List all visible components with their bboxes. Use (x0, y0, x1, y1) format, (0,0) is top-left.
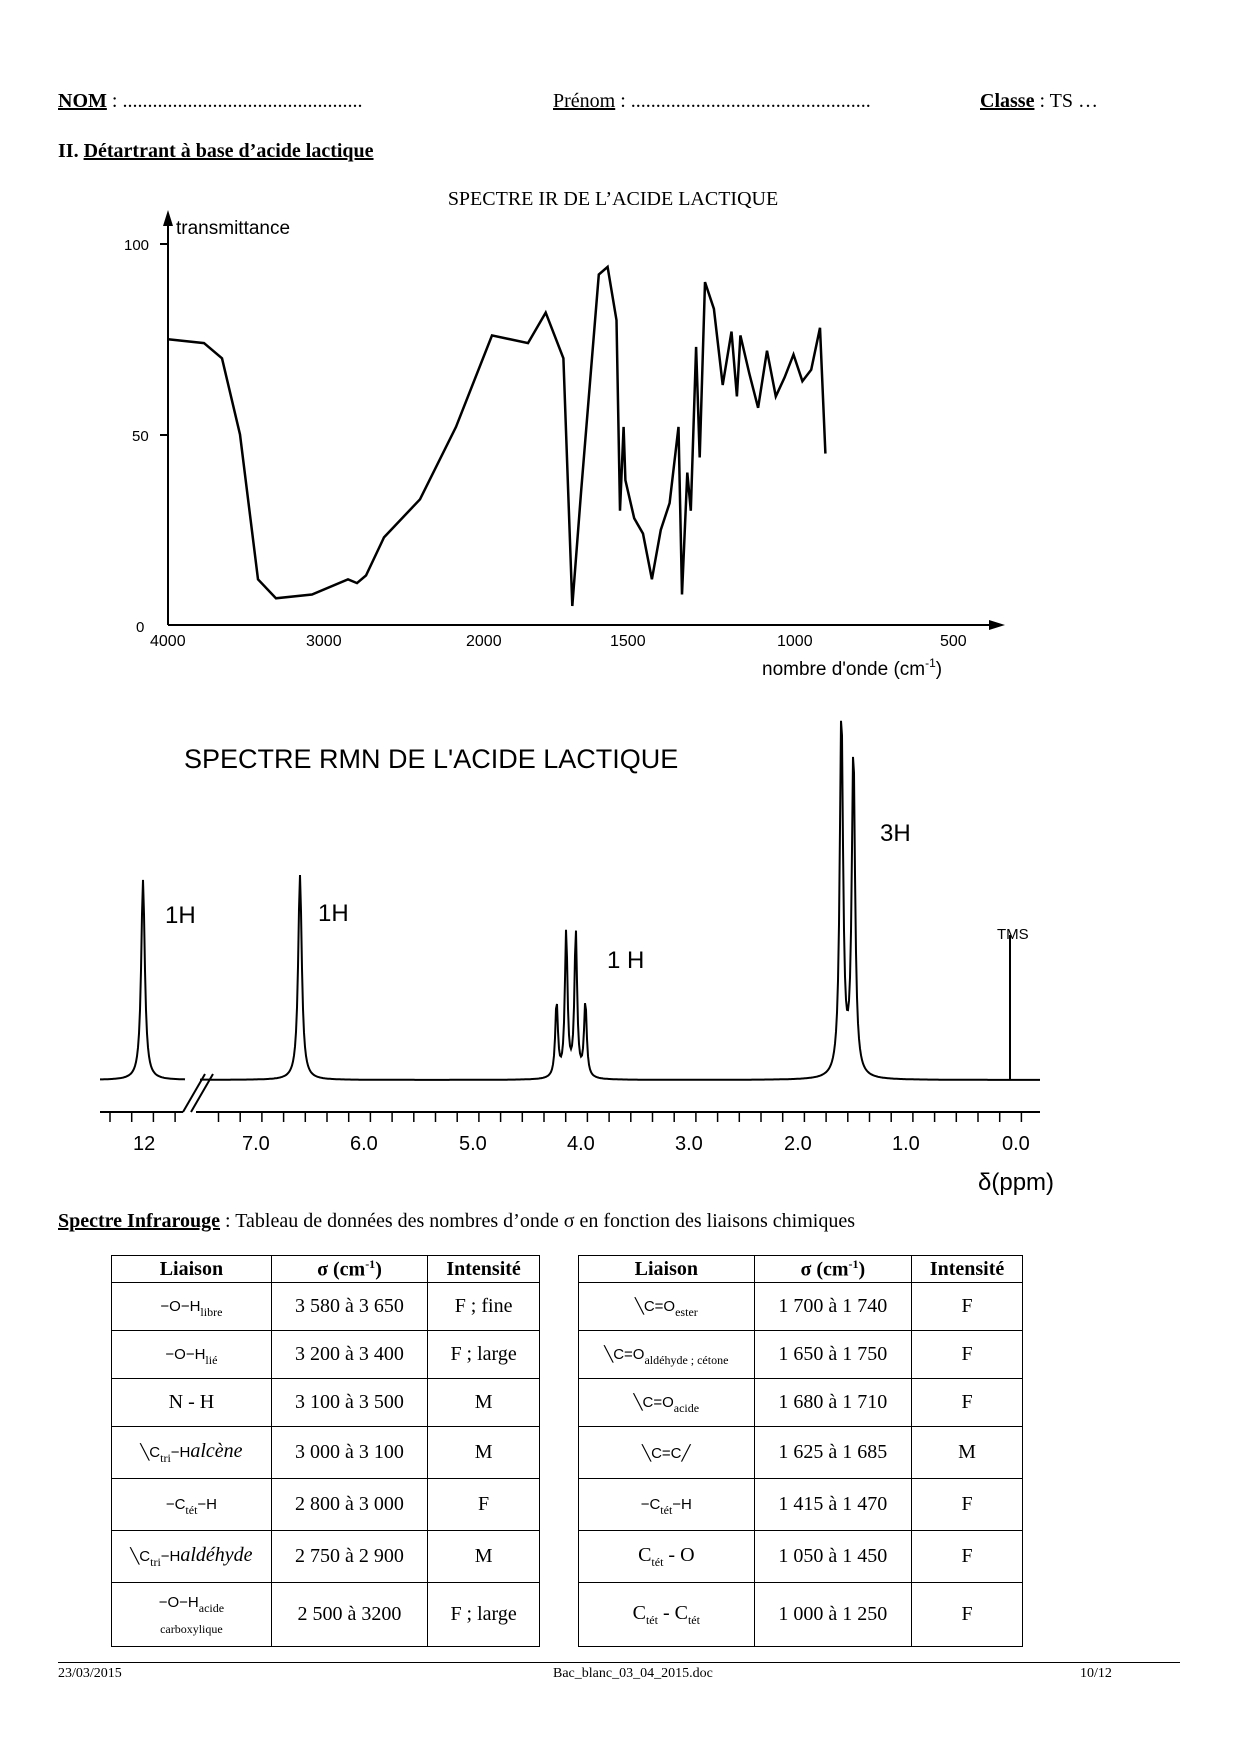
header-intensite: Intensité (912, 1256, 1023, 1283)
sigma-cell: 2 500 à 3200 (271, 1583, 427, 1647)
ir-ytick-0: 0 (136, 619, 145, 636)
nmr-peak-label-tms: TMS (997, 926, 1029, 943)
footer-filename: Bac_blanc_03_04_2015.doc (553, 1666, 713, 1681)
table-row (112, 1379, 540, 1427)
sigma-cell: 3 000 à 3 100 (271, 1427, 427, 1479)
nom-value: : ................................................ (106, 90, 363, 112)
nmr-xtick-3: 3.0 (675, 1133, 703, 1155)
table-row (112, 1531, 540, 1583)
table-row (112, 1283, 540, 1331)
bond-cell: $╲C=O_{ester}$ (579, 1283, 755, 1331)
intensity-cell: F ; fine (428, 1283, 540, 1331)
ir-xtick-1500: 1500 (610, 633, 646, 650)
ir-chart-title: SPECTRE IR DE L’ACIDE LACTIQUE (447, 188, 779, 210)
ir-table-right (578, 1255, 1023, 1647)
intensity-cell: F (912, 1379, 1023, 1427)
intensity-cell: F (912, 1283, 1023, 1331)
header-sigma: σ $(cm^{-1})$ (271, 1256, 427, 1283)
nmr-xlabel: δ(ppm) (978, 1169, 1055, 1196)
ir-xtick-500: 500 (940, 633, 967, 650)
nmr-xtick-5: 5.0 (459, 1133, 487, 1155)
nmr-chart (100, 721, 1054, 1196)
nom-label: NOM (58, 90, 107, 112)
nmr-xtick-4: 4.0 (567, 1133, 595, 1155)
sigma-cell: 1 650 à 1 750 (754, 1331, 912, 1379)
table-header-row (579, 1256, 1023, 1283)
ir-xlabel: nombre d'onde $(cm^{-1})$ (762, 656, 943, 680)
ir-chart (124, 210, 1005, 680)
section-heading: Détartrant à base d’acide lactique (83, 140, 374, 162)
header-liaison: Liaison (112, 1256, 272, 1283)
nmr-xtick-1: 1.0 (892, 1133, 920, 1155)
intensity-cell: F (428, 1479, 540, 1531)
classe-label: Classe (980, 90, 1035, 112)
header-liaison: Liaison (579, 1256, 755, 1283)
nmr-peak-label-4: 1 H (607, 947, 645, 974)
ir-xtick-2000: 2000 (466, 633, 502, 650)
intensity-cell: M (428, 1379, 540, 1427)
ir-ytick-50: 50 (132, 428, 149, 445)
bond-cell: $C_{tét}$ - O (579, 1531, 755, 1583)
bond-cell: $-O-H_{libre}$ (112, 1283, 272, 1331)
sigma-cell: 1 625 à 1 685 (754, 1427, 912, 1479)
sigma-cell: 3 100 à 3 500 (271, 1379, 427, 1427)
ir-y-arrow-icon (163, 210, 173, 226)
ir-xtick-3000: 3000 (306, 633, 342, 650)
bond-cell: $╲C=O_{aldéhyde ; cétone}$ (579, 1331, 755, 1379)
bond-cell: $C_{tét} - C_{tét}$ (579, 1583, 755, 1647)
nmr-xtick-7: 7.0 (242, 1133, 270, 1155)
bond-cell: $-O-H_{lié}$ (112, 1331, 272, 1379)
nmr-peak-label-12: 1H (165, 902, 196, 929)
classe-value: : TS … (1034, 90, 1098, 112)
ir-ylabel: transmittance (176, 218, 291, 239)
ir-ytick-100: 100 (124, 237, 150, 254)
footer-page: 10/12 (1080, 1666, 1112, 1681)
table-row (579, 1479, 1023, 1531)
sigma-cell: 2 750 à 2 900 (271, 1531, 427, 1583)
nmr-peak-label-1: 3H (880, 820, 911, 847)
table-row (112, 1583, 540, 1647)
nmr-xtick-2: 2.0 (784, 1133, 812, 1155)
sigma-cell: 1 050 à 1 450 (754, 1531, 912, 1583)
table-row (579, 1531, 1023, 1583)
sigma-cell: 1 680 à 1 710 (754, 1379, 912, 1427)
sigma-cell: 1 415 à 1 470 (754, 1479, 912, 1531)
bond-cell: $-O-H_{acide}$ carboxylique (112, 1583, 272, 1647)
bond-cell: $-C_{tét}-H$ (579, 1479, 755, 1531)
nmr-xtick-0: 0.0 (1002, 1133, 1030, 1155)
intensity-cell: F (912, 1583, 1023, 1647)
header-sigma: σ $(cm^{-1})$ (754, 1256, 912, 1283)
bond-cell: ╲C=C╱ (579, 1427, 755, 1479)
nmr-xtick-6: 6.0 (350, 1133, 378, 1155)
table-row (112, 1331, 540, 1379)
sigma-cell: 2 800 à 3 000 (271, 1479, 427, 1531)
table-row (579, 1283, 1023, 1331)
sigma-cell: 3 580 à 3 650 (271, 1283, 427, 1331)
ir-spectrum-line (168, 267, 825, 606)
intensity-cell: M (428, 1427, 540, 1479)
ir-table-left (111, 1255, 540, 1647)
intensity-cell: F (912, 1479, 1023, 1531)
intensity-cell: F (912, 1531, 1023, 1583)
prenom-label: Prénom (553, 90, 616, 112)
intensity-cell: M (428, 1531, 540, 1583)
table-row (579, 1583, 1023, 1647)
sigma-cell: 3 200 à 3 400 (271, 1331, 427, 1379)
footer-date: 23/03/2015 (58, 1666, 122, 1681)
bond-cell: $╲C_{tri}-Haldéhyde$ (112, 1531, 272, 1583)
bond-cell: $╲C=O_{acide}$ (579, 1379, 755, 1427)
intensity-cell: F ; large (428, 1331, 540, 1379)
nmr-xtick-12: 12 (133, 1133, 156, 1155)
nmr-ticks (110, 1112, 1021, 1122)
bond-cell: $-C_{tét}-H$ (112, 1479, 272, 1531)
sigma-cell: 1 000 à 1 250 (754, 1583, 912, 1647)
table-row (112, 1427, 540, 1479)
header-intensite: Intensité (428, 1256, 540, 1283)
sigma-cell: 1 700 à 1 740 (754, 1283, 912, 1331)
prenom-value: : ................................................ (615, 90, 871, 112)
ir-table-intro-label: Spectre Infrarouge (58, 1210, 221, 1232)
ir-xtick-1000: 1000 (777, 633, 813, 650)
intensity-cell: M (912, 1427, 1023, 1479)
ir-x-arrow-icon (989, 620, 1005, 630)
footer-rule (58, 1662, 1180, 1663)
ir-xtick-4000: 4000 (150, 633, 186, 650)
nmr-spectrum-line (100, 721, 1040, 1080)
nmr-peak-label-6: 1H (318, 900, 349, 927)
bond-cell: N - H (112, 1379, 272, 1427)
ir-table-intro (58, 1210, 855, 1233)
table-row (112, 1479, 540, 1531)
table-header-row (112, 1256, 540, 1283)
ir-table-intro-text: : Tableau de données des nombres d’onde σ en fonction des liaisons chimiques (220, 1210, 855, 1232)
nmr-chart-title: SPECTRE RMN DE L'ACIDE LACTIQUE (184, 744, 679, 774)
bond-cell: $╲C_{tri}-Halcène$ (112, 1427, 272, 1479)
section-number: II. (58, 140, 79, 162)
intensity-cell: F ; large (428, 1583, 540, 1647)
table-row (579, 1427, 1023, 1479)
table-row (579, 1379, 1023, 1427)
intensity-cell: F (912, 1331, 1023, 1379)
table-row (579, 1331, 1023, 1379)
